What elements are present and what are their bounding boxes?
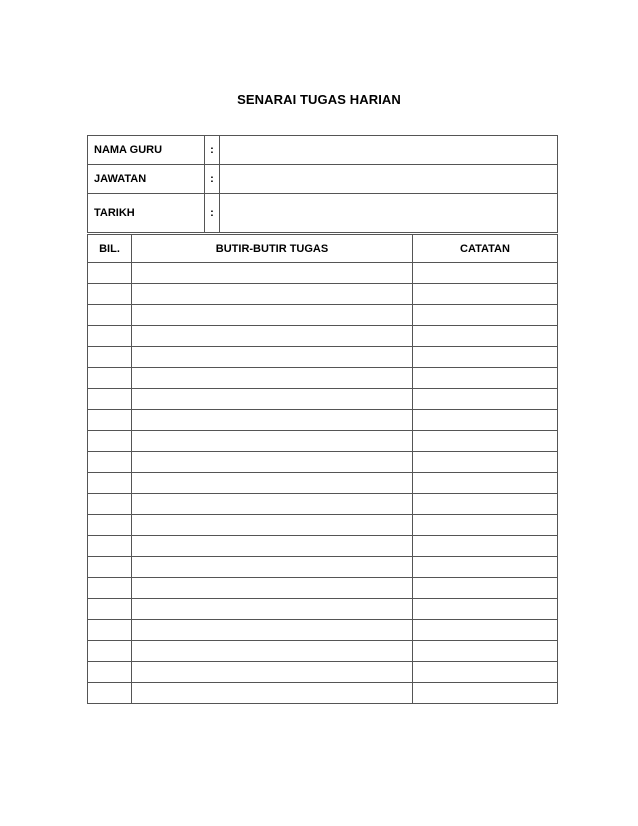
name-field[interactable]: [220, 136, 558, 165]
table-row: [88, 263, 558, 284]
cell-no[interactable]: [88, 557, 132, 578]
cell-task[interactable]: [132, 662, 413, 683]
cell-no[interactable]: [88, 599, 132, 620]
table-row: [88, 431, 558, 452]
cell-note[interactable]: [413, 620, 558, 641]
cell-task[interactable]: [132, 326, 413, 347]
cell-no[interactable]: [88, 662, 132, 683]
cell-no[interactable]: [88, 683, 132, 704]
cell-no[interactable]: [88, 389, 132, 410]
header-task: BUTIR-BUTIR TUGAS: [132, 235, 413, 263]
table-row: [88, 389, 558, 410]
cell-task[interactable]: [132, 284, 413, 305]
cell-note[interactable]: [413, 557, 558, 578]
table-row: [88, 305, 558, 326]
cell-no[interactable]: [88, 620, 132, 641]
table-row: [88, 494, 558, 515]
info-row-name: [88, 136, 558, 165]
cell-no[interactable]: [88, 494, 132, 515]
info-label: TARIKH: [88, 194, 205, 233]
cell-note[interactable]: [413, 473, 558, 494]
info-label: NAMA GURU: [88, 136, 205, 165]
cell-note[interactable]: [413, 431, 558, 452]
info-row-position: [88, 165, 558, 194]
info-separator: :: [205, 194, 220, 233]
cell-task[interactable]: [132, 620, 413, 641]
header-note: CATATAN: [413, 235, 558, 263]
task-header-row: [88, 235, 558, 263]
table-row: [88, 536, 558, 557]
cell-task[interactable]: [132, 305, 413, 326]
cell-note[interactable]: [413, 410, 558, 431]
cell-no[interactable]: [88, 578, 132, 599]
cell-no[interactable]: [88, 284, 132, 305]
cell-task[interactable]: [132, 494, 413, 515]
cell-note[interactable]: [413, 662, 558, 683]
page-title: SENARAI TUGAS HARIAN: [237, 92, 401, 107]
cell-task[interactable]: [132, 368, 413, 389]
cell-task[interactable]: [132, 347, 413, 368]
position-field[interactable]: [220, 165, 558, 194]
table-row: [88, 326, 558, 347]
cell-no[interactable]: [88, 536, 132, 557]
cell-task[interactable]: [132, 536, 413, 557]
cell-task[interactable]: [132, 410, 413, 431]
cell-no[interactable]: [88, 263, 132, 284]
cell-task[interactable]: [132, 599, 413, 620]
cell-task[interactable]: [132, 263, 413, 284]
table-row: [88, 557, 558, 578]
cell-note[interactable]: [413, 284, 558, 305]
table-row: [88, 578, 558, 599]
cell-task[interactable]: [132, 683, 413, 704]
table-row: [88, 410, 558, 431]
cell-note[interactable]: [413, 452, 558, 473]
cell-no[interactable]: [88, 473, 132, 494]
cell-note[interactable]: [413, 368, 558, 389]
cell-note[interactable]: [413, 641, 558, 662]
cell-task[interactable]: [132, 641, 413, 662]
cell-no[interactable]: [88, 410, 132, 431]
cell-note[interactable]: [413, 347, 558, 368]
date-field[interactable]: [220, 194, 558, 233]
info-separator: :: [205, 136, 220, 165]
cell-note[interactable]: [413, 683, 558, 704]
cell-note[interactable]: [413, 536, 558, 557]
cell-task[interactable]: [132, 431, 413, 452]
header-no: BIL.: [88, 235, 132, 263]
cell-task[interactable]: [132, 452, 413, 473]
cell-note[interactable]: [413, 578, 558, 599]
table-row: [88, 599, 558, 620]
cell-no[interactable]: [88, 368, 132, 389]
table-row: [88, 620, 558, 641]
cell-no[interactable]: [88, 641, 132, 662]
table-row: [88, 641, 558, 662]
table-row: [88, 515, 558, 536]
cell-note[interactable]: [413, 389, 558, 410]
teacher-info-table: [87, 135, 558, 233]
cell-task[interactable]: [132, 389, 413, 410]
cell-note[interactable]: [413, 326, 558, 347]
cell-note[interactable]: [413, 494, 558, 515]
info-label: JAWATAN: [88, 165, 205, 194]
task-body: [88, 263, 558, 704]
table-row: [88, 473, 558, 494]
cell-no[interactable]: [88, 515, 132, 536]
cell-no[interactable]: [88, 452, 132, 473]
cell-no[interactable]: [88, 347, 132, 368]
cell-no[interactable]: [88, 431, 132, 452]
info-row-date: [88, 194, 558, 233]
table-row: [88, 284, 558, 305]
cell-note[interactable]: [413, 263, 558, 284]
cell-note[interactable]: [413, 305, 558, 326]
cell-task[interactable]: [132, 557, 413, 578]
cell-note[interactable]: [413, 515, 558, 536]
table-row: [88, 683, 558, 704]
table-row: [88, 347, 558, 368]
cell-task[interactable]: [132, 515, 413, 536]
cell-task[interactable]: [132, 578, 413, 599]
table-row: [88, 368, 558, 389]
table-row: [88, 662, 558, 683]
cell-no[interactable]: [88, 326, 132, 347]
info-separator: :: [205, 165, 220, 194]
table-row: [88, 452, 558, 473]
task-table: [87, 234, 558, 704]
cell-no[interactable]: [88, 305, 132, 326]
cell-note[interactable]: [413, 599, 558, 620]
cell-task[interactable]: [132, 473, 413, 494]
